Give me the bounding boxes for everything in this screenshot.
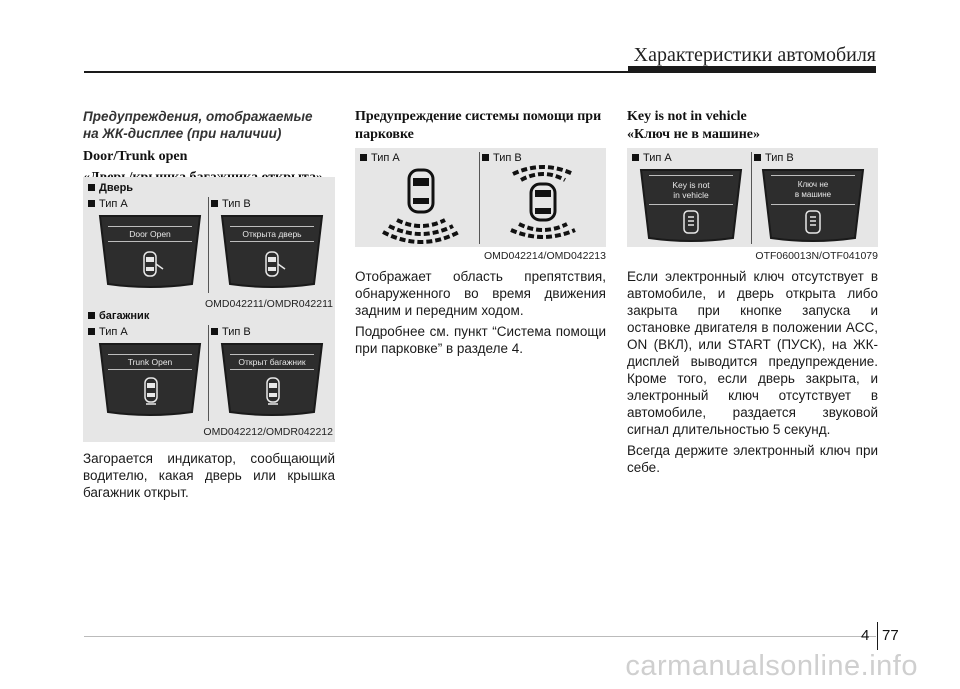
trunk-type-b-label: Тип B: [211, 326, 251, 338]
figure-caption: OMD042211/OMDR042211: [204, 298, 333, 310]
car-trunk-open-icon: [140, 376, 162, 406]
chapter-number: 4: [861, 627, 870, 644]
smart-key-icon: [804, 210, 822, 234]
figure-caption: OMD042214/OMD042213: [484, 250, 606, 262]
key-warning-figure: [627, 148, 878, 247]
key-warning-description: Если электронный ключ отсутствует в автомобиле, и дверь открыта либо закрыта при кнопке запуска и остановке двигателя в положении ACC, ON (ВКЛ), или START (ПУСК), на ЖК-дисплей выводится предупреждение. Кроме того, если дверь закрыта, и электронный ключ отсутствует в автомобиле, раздается звуковой сигнал длительностью 5 секунд. Всегда держите электронный ключ при себе.: [627, 269, 878, 475]
door-open-screen-a: Door Open: [96, 212, 204, 290]
parking-sensor-front-rear-icon: [501, 158, 585, 244]
type-b-label: Тип B: [482, 152, 522, 164]
section-title: Предупреждение системы помощи при парковке: [355, 109, 602, 142]
column-key-not-in-vehicle: [627, 108, 878, 144]
column-parking-assist: [355, 108, 606, 144]
type-a-label: Тип A: [632, 152, 672, 164]
footer-rule: [84, 636, 876, 637]
car-trunk-open-icon: [262, 376, 284, 406]
parking-sensor-rear-icon: [379, 166, 463, 244]
page-number: 77: [882, 627, 899, 644]
column-lcd-warnings: [83, 108, 335, 187]
car-door-open-icon: [140, 250, 166, 278]
door-heading: Дверь: [88, 182, 133, 194]
parking-assist-description: Отображает область препятствия, обнаруженного во время движения задним и передним ходом. Подробнее см. пункт “Система помощи при парковке” в разделе 4.: [355, 269, 606, 356]
type-b-label: Тип B: [754, 152, 794, 164]
key-not-in-vehicle-screen-b: Ключ не в машине: [759, 166, 867, 244]
trunk-open-screen-b: Открыт багажник: [218, 340, 326, 418]
header-rule: [84, 71, 876, 73]
door-type-b-label: Тип B: [211, 198, 251, 210]
trunk-open-screen-a: Trunk Open: [96, 340, 204, 418]
header-title: Характеристики автомобиля: [633, 44, 876, 66]
door-type-a-label: Тип A: [88, 198, 128, 210]
page-number-divider: [877, 622, 878, 650]
door-trunk-figure: [83, 177, 335, 442]
trunk-type-a-label: Тип A: [88, 326, 128, 338]
figure-caption: OTF060013N/OTF041079: [755, 250, 878, 262]
section-title: Предупреждения, отображаемые на ЖК-дисплее (при наличии): [83, 109, 313, 141]
trunk-heading: багажник: [88, 310, 149, 322]
subtitle-en: Door/Trunk open: [83, 149, 188, 164]
smart-key-icon: [682, 210, 700, 234]
car-door-open-icon: [262, 250, 288, 278]
door-open-screen-b: Открыта дверь: [218, 212, 326, 290]
watermark: carmanualsonline.info: [625, 650, 918, 682]
section-title: Key is not in vehicle «Ключ не в машине»: [627, 109, 761, 142]
type-a-label: Тип A: [360, 152, 400, 164]
figure-caption: OMD042212/OMDR042212: [203, 426, 333, 438]
parking-assist-figure: [355, 148, 606, 247]
door-trunk-description: Загорается индикатор, сообщающий водителю, какая дверь или крышка багажник открыт.: [83, 451, 335, 500]
key-not-in-vehicle-screen-a: Key is not in vehicle: [637, 166, 745, 244]
